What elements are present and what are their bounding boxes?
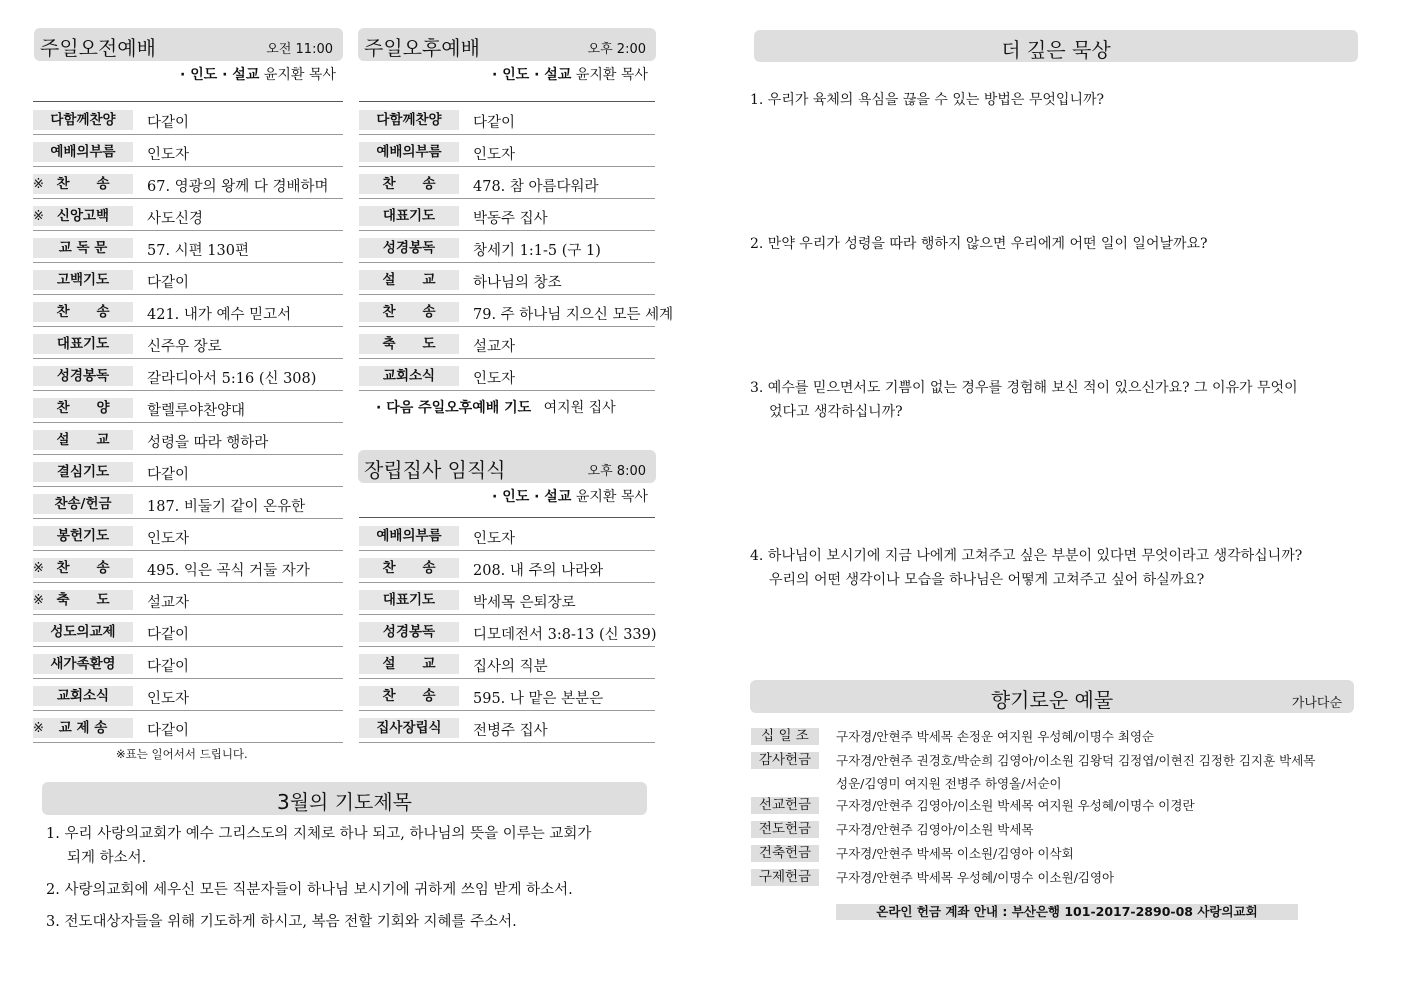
morning-leader-name: 윤지환 목사 — [263, 67, 336, 83]
order-label-text: 신앙고백 — [56, 208, 110, 224]
order-value: 창세기 1:1-5 (구 1) — [473, 243, 601, 259]
order-value: 다같이 — [147, 659, 190, 675]
order-label — [359, 718, 459, 738]
order-label — [33, 270, 133, 290]
order-label-text: 찬 송 — [382, 560, 436, 576]
order-label — [33, 686, 133, 706]
order-label-text: 교회소식 — [382, 368, 436, 384]
order-label — [33, 558, 133, 578]
order-row — [359, 358, 655, 391]
online-offering-bank-info: 온라인 헌금 계좌 안내 : 부산은행 101-2017-2890-08 사랑의교회 — [836, 904, 1298, 920]
order-row — [359, 230, 655, 263]
order-row — [33, 422, 343, 455]
morning-leader-prefix: · 인도 · 설교 — [180, 67, 260, 83]
order-label-text: 설 교 — [382, 656, 436, 672]
order-value: 사도신경 — [147, 211, 204, 227]
offering-names-building — [836, 842, 1074, 865]
ordination-title: 장립집사 임직식 — [364, 458, 506, 482]
order-label — [359, 270, 459, 290]
order-row — [33, 646, 343, 679]
evangelism-line1: 구자경/안현주 김영아/이소원 박세목 — [836, 822, 1034, 837]
order-row — [33, 454, 343, 487]
order-label — [33, 174, 133, 194]
order-label-text: 집사장립식 — [376, 720, 442, 736]
standing-mark: ※ — [33, 209, 44, 224]
order-label-text: 축 도 — [56, 592, 110, 608]
order-row — [359, 134, 655, 167]
order-label — [33, 430, 133, 450]
offering-names-tithe — [836, 725, 1154, 748]
order-label-text: 봉헌기도 — [56, 528, 110, 544]
order-value: 79. 주 하나님 지으신 모든 세계 — [473, 307, 674, 323]
order-label — [33, 206, 133, 226]
order-label-text: 다함께찬양 — [50, 112, 116, 128]
prayer-topic-3 — [46, 910, 517, 934]
order-row — [33, 294, 343, 327]
order-value: 다같이 — [147, 115, 190, 131]
offering-label-evangelism: 전도헌금 — [751, 821, 819, 838]
question-1-line1: 1. 우리가 육체의 욕심을 끊을 수 있는 방법은 무엇입니까? — [750, 92, 1104, 108]
afternoon-service-title: 주일오후예배 — [364, 36, 480, 60]
order-row — [33, 230, 343, 263]
order-label-text: 설 교 — [382, 272, 436, 288]
order-value: 집사의 직분 — [473, 659, 548, 675]
meditation-question-3 — [750, 376, 1298, 424]
order-row — [33, 678, 343, 711]
question-4-line2: 우리의 어떤 생각이나 모습을 하나님은 어떻게 고쳐주고 싶어 하실까요? — [769, 572, 1205, 588]
order-label — [33, 718, 133, 738]
order-label — [33, 654, 133, 674]
prayer-topics-title: 3월의 기도제목 — [276, 790, 412, 814]
order-label-text: 대표기도 — [382, 592, 436, 608]
order-label-text: 찬 송 — [56, 560, 110, 576]
order-value: 187. 비둘기 같이 온유한 — [147, 499, 306, 515]
morning-leader — [180, 64, 336, 84]
order-row — [359, 550, 655, 583]
prayer-topic-1-line1: 1. 우리 사랑의교회가 예수 그리스도의 지체로 하나 되고, 하나님의 뜻을 이루는 교회가 — [46, 826, 592, 842]
order-label-text: 찬 송 — [382, 688, 436, 704]
order-row — [359, 614, 655, 647]
next-prayer-label: · 다음 주일오후예배 기도 — [376, 400, 532, 416]
ordination-header — [358, 450, 656, 483]
order-label-text: 교 독 문 — [58, 240, 108, 256]
order-value: 갈라디아서 5:16 (신 308) — [147, 371, 317, 387]
prayer-topic-1 — [46, 822, 591, 870]
order-label-text: 찬 송 — [56, 304, 110, 320]
order-row — [359, 294, 674, 327]
prayer-topic-2 — [46, 878, 573, 902]
order-row — [33, 134, 343, 167]
offering-names-mission — [836, 794, 1195, 817]
order-value: 하나님의 창조 — [473, 275, 562, 291]
order-row — [33, 486, 343, 519]
order-row — [33, 518, 343, 551]
thanks-line2: 성운/김영미 여지원 전병주 하영올/서순이 — [836, 776, 1062, 791]
afternoon-service-header — [358, 28, 656, 61]
tithe-line1: 구자경/안현주 박세목 손정운 여지원 우성혜/이명수 최영순 — [836, 729, 1155, 744]
prayer-topic-2-line1: 2. 사랑의교회에 세우신 모든 직분자들이 하나님 보시기에 귀하게 쓰임 받게 하소서. — [46, 882, 573, 898]
order-label — [33, 590, 133, 610]
meditation-question-2 — [750, 232, 1208, 256]
question-2-line1: 2. 만약 우리가 성령을 따라 행하지 않으면 우리에게 어떤 일이 일어날까요? — [750, 236, 1208, 252]
order-row — [33, 582, 343, 615]
order-label-text: 설 교 — [56, 432, 110, 448]
order-label — [359, 526, 459, 546]
offering-label-relief: 구제헌금 — [751, 869, 819, 886]
order-label-text: 축 도 — [382, 336, 436, 352]
order-row — [33, 326, 343, 359]
order-value: 495. 익은 곡식 거둘 자가 — [147, 563, 310, 579]
order-label — [33, 302, 133, 322]
order-label — [359, 334, 459, 354]
order-value: 신주우 장로 — [147, 339, 222, 355]
order-label-text: 성도의교제 — [50, 624, 116, 640]
offering-names-thanks — [836, 749, 1315, 795]
order-label — [359, 206, 459, 226]
prayer-topics-header — [42, 782, 647, 815]
order-row — [359, 710, 655, 743]
relief-line1: 구자경/안현주 박세목 우성혜/이명수 이소원/김영아 — [836, 870, 1115, 885]
prayer-topic-3-line1: 3. 전도대상자들을 위해 기도하게 하시고, 복음 전할 기회와 지혜를 주소서. — [46, 914, 517, 930]
prayer-topic-1-line2: 되게 하소서. — [67, 850, 147, 866]
order-value: 478. 참 아름다워라 — [473, 179, 599, 195]
question-4-line1: 4. 하나님이 보시기에 지금 나에게 고쳐주고 싶은 부분이 있다면 무엇이라고 생각하십니까? — [750, 548, 1303, 564]
order-row — [33, 614, 343, 647]
order-label-text: 성경봉독 — [56, 368, 110, 384]
order-label-text: 찬송/헌금 — [54, 496, 112, 512]
order-label-text: 성경봉독 — [382, 240, 436, 256]
order-value: 67. 영광의 왕께 다 경배하며 — [147, 179, 329, 195]
order-label-text: 찬 송 — [56, 176, 110, 192]
order-value: 다같이 — [147, 275, 190, 291]
offering-label-building: 건축헌금 — [751, 845, 819, 862]
order-label-text: 결심기도 — [56, 464, 110, 480]
order-label-text: 다함께찬양 — [376, 112, 442, 128]
offering-label-thanks: 감사헌금 — [751, 752, 819, 769]
order-label — [359, 142, 459, 162]
order-value: 전병주 집사 — [473, 723, 548, 739]
order-label — [359, 590, 459, 610]
order-label — [33, 462, 133, 482]
order-value: 595. 나 맡은 본분은 — [473, 691, 604, 707]
standing-mark: ※ — [33, 593, 44, 608]
afternoon-service-time: 오후 2:00 — [587, 42, 646, 57]
order-value: 성령을 따라 행하라 — [147, 435, 269, 451]
afternoon-leader — [492, 64, 648, 84]
order-row — [359, 262, 655, 295]
order-row — [359, 582, 655, 615]
order-label — [359, 622, 459, 642]
order-label — [33, 526, 133, 546]
offering-label-tithe: 십 일 조 — [751, 728, 819, 745]
order-label — [359, 686, 459, 706]
standing-mark: ※ — [33, 721, 44, 736]
order-label — [359, 174, 459, 194]
order-label — [359, 238, 459, 258]
order-value: 설교자 — [473, 339, 516, 355]
order-label — [33, 238, 133, 258]
order-row — [33, 198, 343, 231]
order-label — [359, 654, 459, 674]
thanks-line1: 구자경/안현주 권경호/박순희 김영아/이소원 김왕덕 김정엽/이현진 김정한 김지훈 박세목 — [836, 753, 1316, 768]
order-row — [33, 550, 343, 583]
standing-mark: ※ — [33, 561, 44, 576]
order-label — [33, 622, 133, 642]
order-value: 설교자 — [147, 595, 190, 611]
offerings-header — [750, 680, 1354, 713]
order-row — [33, 390, 343, 423]
order-value: 인도자 — [147, 691, 190, 707]
afternoon-leader-prefix: · 인도 · 설교 — [492, 67, 572, 83]
order-row — [33, 166, 343, 199]
order-label — [359, 110, 459, 130]
morning-service-header — [34, 28, 343, 61]
order-value: 인도자 — [473, 371, 516, 387]
order-value: 할렐루야찬양대 — [147, 403, 246, 419]
order-row — [33, 102, 343, 135]
order-value: 인도자 — [147, 531, 190, 547]
order-label — [33, 494, 133, 514]
order-label — [33, 398, 133, 418]
meditation-question-1 — [750, 88, 1104, 112]
order-label-text: 예배의부름 — [50, 144, 116, 160]
order-label — [359, 558, 459, 578]
order-value: 57. 시편 130편 — [147, 243, 249, 259]
afternoon-leader-name: 윤지환 목사 — [575, 67, 648, 83]
order-label-text: 새가족환영 — [50, 656, 116, 672]
order-label-text: 대표기도 — [56, 336, 110, 352]
offering-names-evangelism — [836, 818, 1034, 841]
question-3-line2: 었다고 생각하십니까? — [769, 404, 903, 420]
offerings-title: 향기로운 예물 — [990, 688, 1114, 712]
meditation-title: 더 깊은 묵상 — [1001, 38, 1111, 62]
order-value: 다같이 — [147, 467, 190, 483]
standing-note: ※표는 일어서서 드립니다. — [116, 747, 248, 761]
order-label — [33, 366, 133, 386]
order-row — [33, 710, 343, 743]
order-row — [33, 262, 343, 295]
order-row — [359, 678, 655, 711]
ordination-leader-prefix: · 인도 · 설교 — [492, 489, 572, 505]
order-label-text: 예배의부름 — [376, 528, 442, 544]
order-row — [359, 198, 655, 231]
next-afternoon-prayer — [376, 397, 616, 417]
order-label-text: 예배의부름 — [376, 144, 442, 160]
order-value: 208. 내 주의 나라와 — [473, 563, 604, 579]
standing-mark: ※ — [33, 177, 44, 192]
order-value: 다같이 — [147, 627, 190, 643]
next-prayer-name: 여지원 집사 — [543, 400, 616, 416]
order-row — [359, 518, 655, 551]
order-row — [33, 358, 343, 391]
order-row — [359, 646, 655, 679]
order-value: 디모데전서 3:8-13 (신 339) — [473, 627, 657, 643]
order-value: 박세목 은퇴장로 — [473, 595, 576, 611]
order-label — [33, 110, 133, 130]
ordination-leader — [492, 486, 648, 506]
meditation-header — [754, 30, 1358, 62]
order-label-text: 성경봉독 — [382, 624, 436, 640]
offering-label-mission: 선교헌금 — [751, 797, 819, 814]
order-label-text: 교 제 송 — [58, 720, 108, 736]
order-label-text: 대표기도 — [382, 208, 436, 224]
order-value: 다같이 — [147, 723, 190, 739]
building-line1: 구자경/안현주 박세목 이소원/김영아 이삭회 — [836, 846, 1074, 861]
question-3-line1: 3. 예수를 믿으면서도 기쁨이 없는 경우를 경험해 보신 적이 있으신가요? 그 이유가 무엇이 — [750, 380, 1298, 396]
ordination-time: 오후 8:00 — [587, 464, 646, 479]
offerings-order-note: 가나다순 — [1291, 696, 1342, 711]
order-label — [359, 366, 459, 386]
order-value: 다같이 — [473, 115, 516, 131]
order-value: 인도자 — [147, 147, 190, 163]
order-value: 인도자 — [473, 147, 516, 163]
order-label — [33, 334, 133, 354]
mission-line1: 구자경/안현주 김영아/이소원 박세목 여지원 우성혜/이명수 이경란 — [836, 798, 1195, 813]
order-value: 421. 내가 예수 믿고서 — [147, 307, 292, 323]
morning-service-title: 주일오전예배 — [40, 36, 156, 60]
order-row — [359, 326, 655, 359]
order-label-text: 교회소식 — [56, 688, 110, 704]
morning-service-time: 오전 11:00 — [266, 42, 333, 57]
order-row — [359, 166, 655, 199]
order-label — [33, 142, 133, 162]
order-label-text: 고백기도 — [56, 272, 110, 288]
order-label-text: 찬 송 — [382, 176, 436, 192]
order-label-text: 찬 송 — [382, 304, 436, 320]
offering-names-relief — [836, 866, 1114, 889]
order-label — [359, 302, 459, 322]
order-value: 박동주 집사 — [473, 211, 548, 227]
ordination-leader-name: 윤지환 목사 — [575, 489, 648, 505]
order-label-text: 찬 양 — [56, 400, 110, 416]
order-row — [359, 102, 655, 135]
meditation-question-4 — [750, 544, 1302, 592]
order-value: 인도자 — [473, 531, 516, 547]
